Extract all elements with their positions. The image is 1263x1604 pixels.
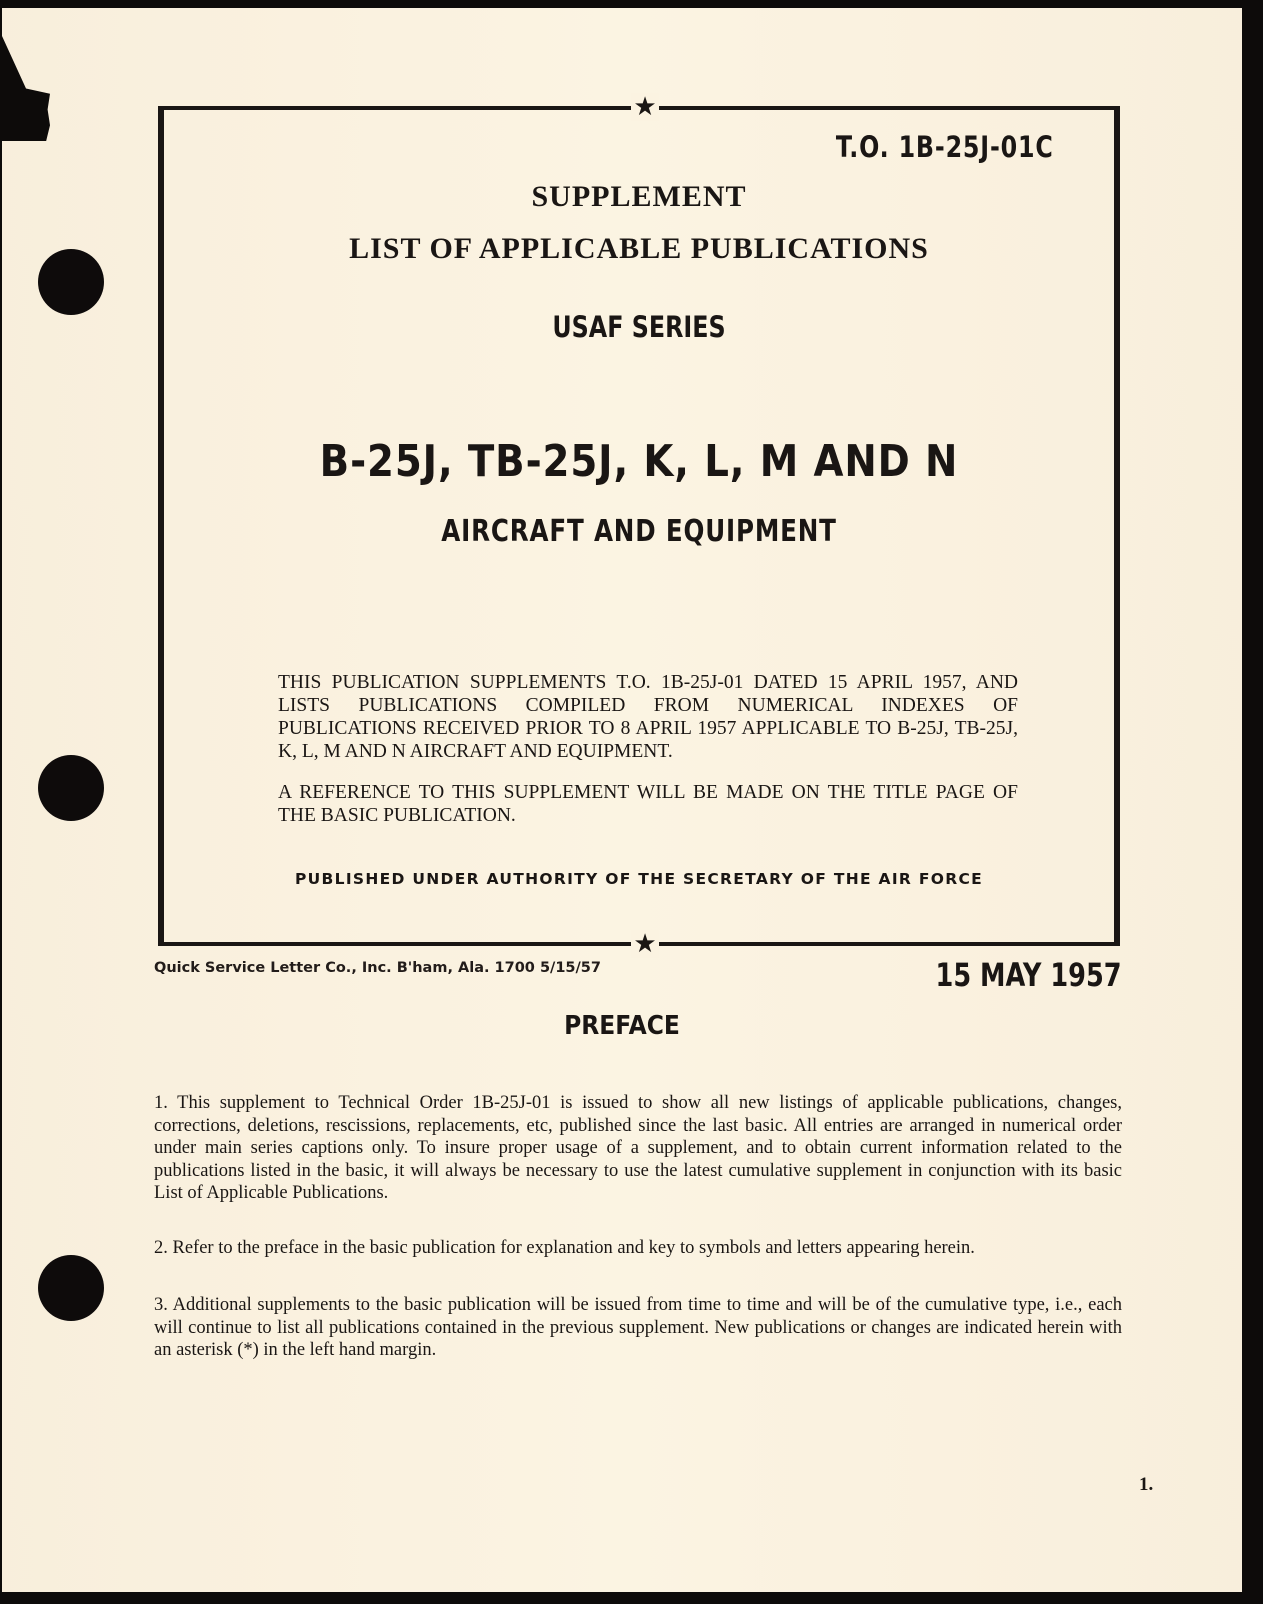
star-icon: ★ [631, 930, 659, 958]
page-number: 1. [1139, 1474, 1154, 1495]
punch-hole-bottom [38, 1255, 104, 1321]
preface-title: PREFACE [564, 1011, 680, 1041]
aircraft-models: B-25J, TB-25J, K, L, M AND N [319, 436, 959, 487]
publication-date: 15 MAY 1957 [935, 956, 1122, 994]
series-heading: USAF SERIES [552, 310, 726, 344]
scan-border [1242, 0, 1263, 1604]
heading-list: LIST OF APPLICABLE PUBLICATIONS [349, 232, 929, 265]
printer-line: Quick Service Letter Co., Inc. B'ham, Ala. 1700 5/15/57 [154, 960, 601, 976]
subtitle: AIRCRAFT AND EQUIPMENT [441, 514, 837, 549]
authority-statement: PUBLISHED UNDER AUTHORITY OF THE SECRETARY OF THE AIR FORCE [294, 870, 984, 888]
document-page [2, 8, 1242, 1592]
heading-supplement: SUPPLEMENT [531, 180, 747, 213]
punch-hole-middle [38, 755, 104, 821]
punch-hole-top [38, 249, 104, 315]
title-frame [158, 92, 1120, 959]
star-icon: ★ [631, 93, 659, 121]
torn-corner [2, 36, 50, 141]
technical-order-number: T.O. 1B-25J-01C [836, 130, 1054, 164]
intro-paragraph: A REFERENCE TO THIS SUPPLEMENT WILL BE MADE ON THE TITLE PAGE OF THE BASIC PUBLICATION. [278, 782, 1018, 826]
preface-paragraph: 2. Refer to the preface in the basic publication for explanation and key to symbols and letters appearing herein. [154, 1238, 975, 1258]
intro-paragraph: THIS PUBLICATION SUPPLEMENTS T.O. 1B-25J-01 DATED 15 APRIL 1957, AND LISTS PUBLICATIONS COMPILED FROM NUMERICAL INDEXES OF PUBLICATIONS RECEIVED PRIOR TO 8 APRIL 1957 APPLICABLE TO B-25J, TB-25J, K, L, M AND N AIRCRAFT AND EQUIPMENT. [278, 672, 1018, 762]
preface-paragraph: 3. Additional supplements to the basic publication will be issued from time to time and will be of the cumulative type, i.e., each will continue to list all publications contained in the previous supplement. New publications or changes are indicated herein with an asterisk (*) in the left hand margin. [154, 1295, 1122, 1361]
preface-paragraph: 1. This supplement to Technical Order 1B-25J-01 is issued to show all new listings of applicable publications, changes, corrections, deletions, rescissions, replacements, etc, published since the last basic. All entries are arranged in numerical order under main series captions only. To insure proper usage of a supplement, and to obtain current information related to the publications listed in the basic, it will always be necessary to use the latest cumulative supplement in conjunction with its basic List of Applicable Publications. [154, 1093, 1122, 1204]
